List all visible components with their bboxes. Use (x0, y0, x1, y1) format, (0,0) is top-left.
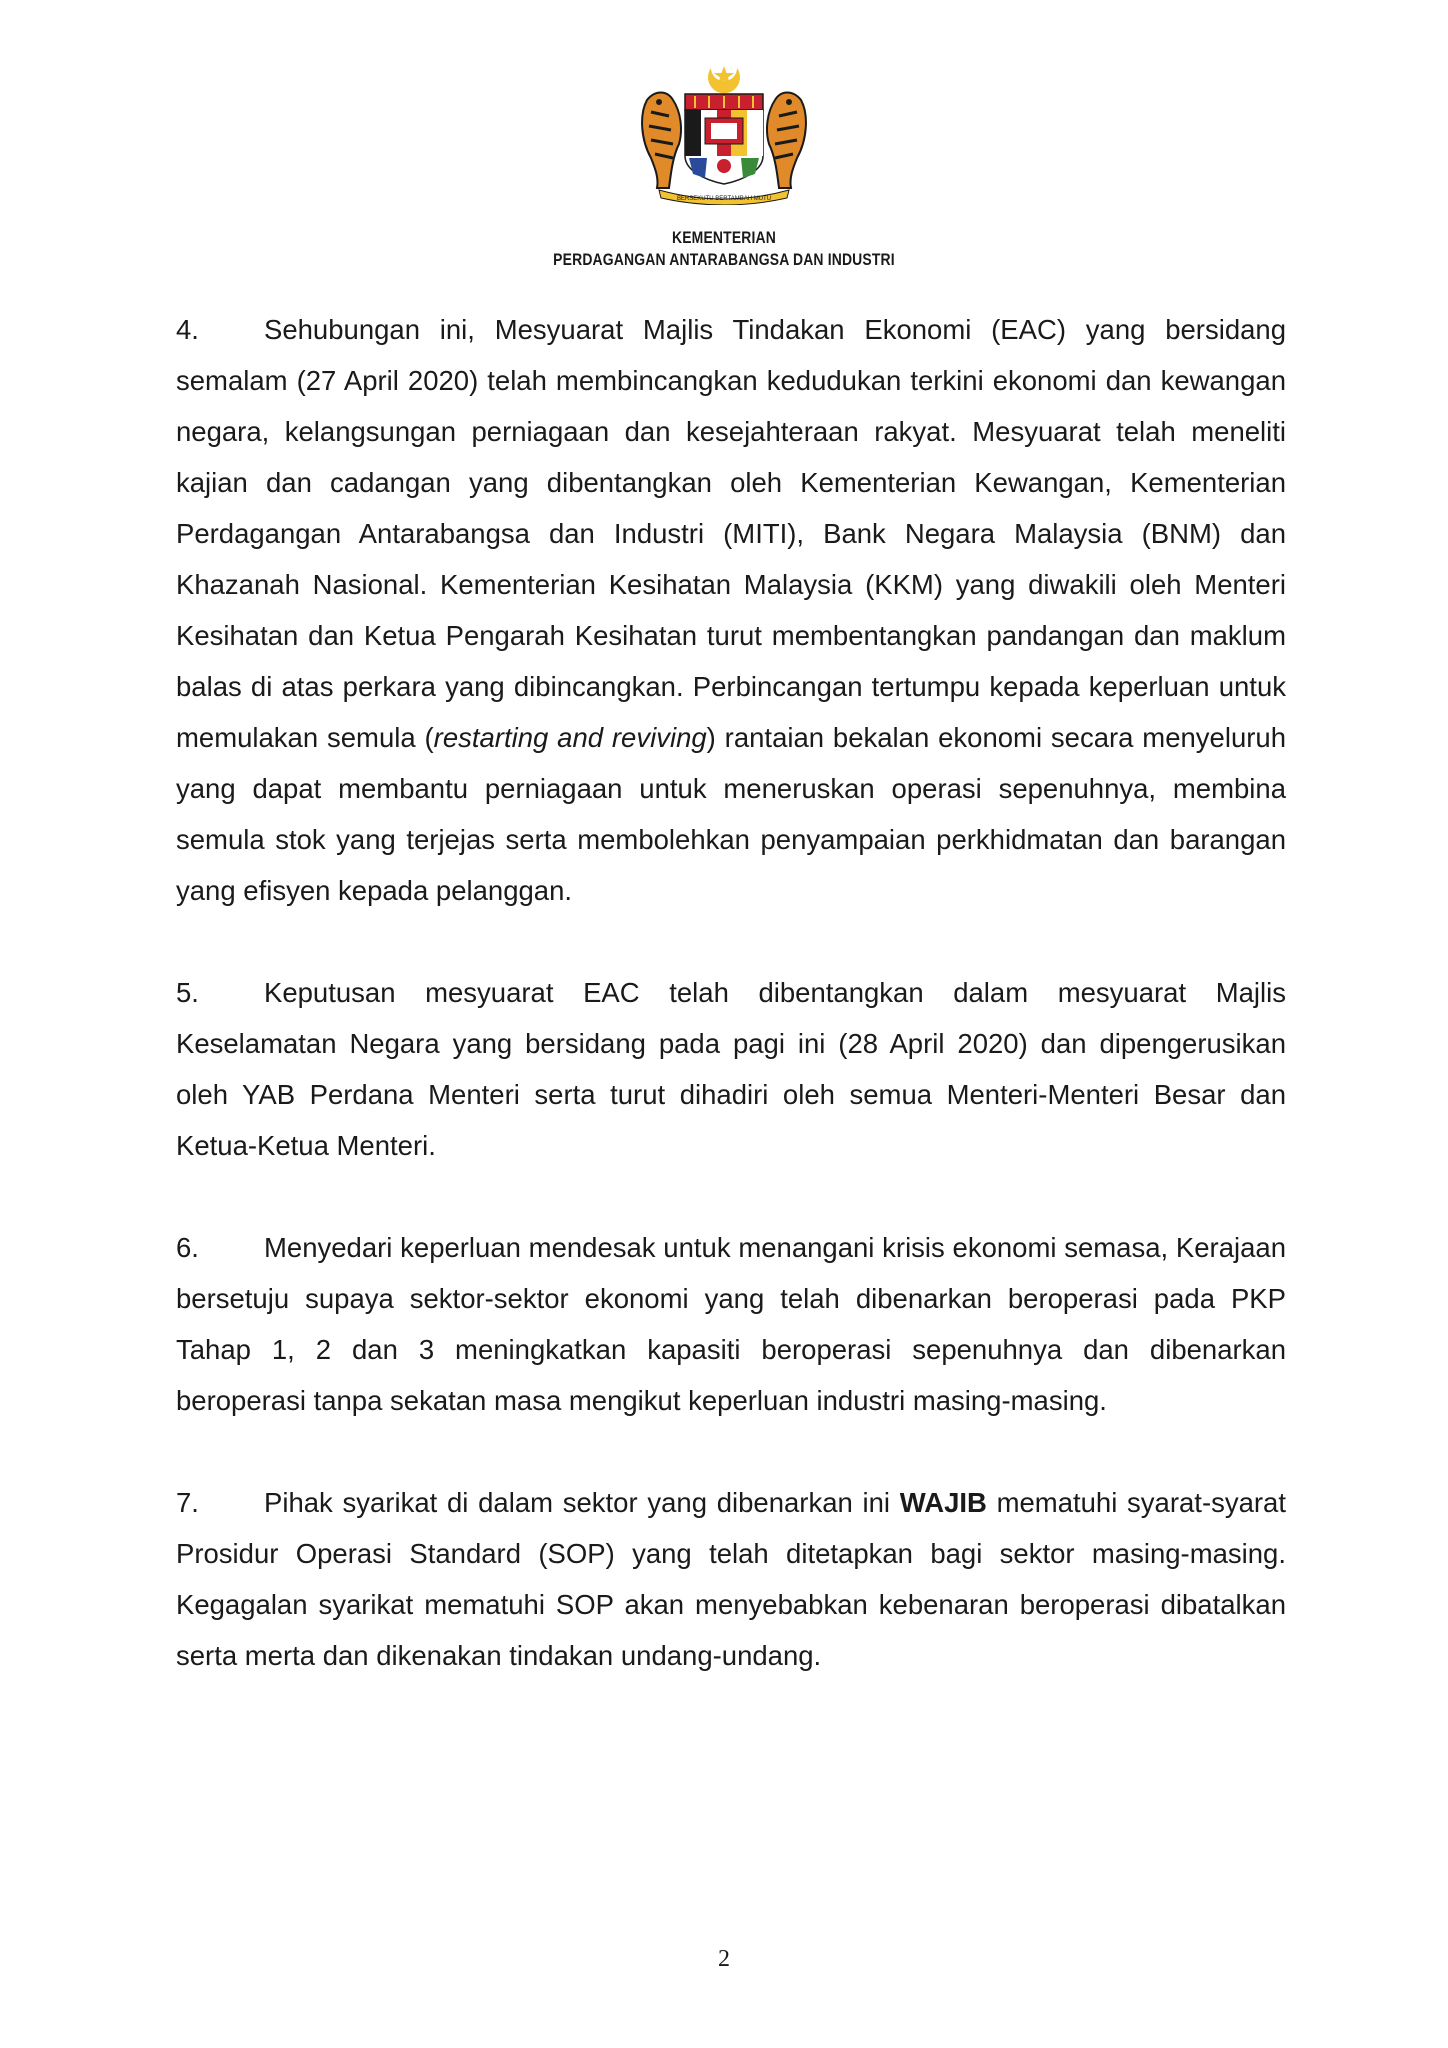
ministry-line-1: KEMENTERIAN (671, 228, 777, 247)
paragraph-5 (176, 967, 1286, 1171)
document-body (176, 304, 1286, 1732)
paragraph-number: 4. (176, 314, 199, 345)
paragraph-text: Pihak syarikat di dalam sektor yang dibenarkan ini (264, 1487, 900, 1518)
letterhead (0, 60, 1448, 271)
paragraph-7 (176, 1477, 1286, 1681)
paragraph-text: Menyedari keperluan mendesak untuk menangani krisis ekonomi semasa, Kerajaan bersetuju supaya sektor-sektor ekonomi yang telah dibenarkan beroperasi pada PKP Tahap 1, 2 dan 3 meningkatkan kapasiti beroperasi sepenuhnya dan dibenarkan beroperasi tanpa sekatan masa mengikut keperluan industri masing-masing. (176, 1232, 1286, 1416)
ministry-line-2: PERDAGANGAN ANTARABANGSA DAN INDUSTRI (553, 250, 895, 269)
coat-of-arms-logo (629, 60, 819, 205)
page-number: 2 (718, 1946, 730, 1972)
crest-motto-text: BERSEKUTU BERTAMBAH MUTU (676, 196, 772, 202)
paragraph-number: 6. (176, 1232, 199, 1263)
paragraph-bold-text: WAJIB (899, 1487, 987, 1518)
paragraph-text: Keputusan mesyuarat EAC telah dibentangkan dalam mesyuarat Majlis Keselamatan Negara yang bersidang pada pagi ini (28 April 2020) dan dipengerusikan oleh YAB Perdana Menteri serta turut dihadiri oleh semua Menteri-Menteri Besar dan Ketua-Ketua Menteri. (176, 977, 1286, 1161)
paragraph-number: 7. (176, 1487, 199, 1518)
ministry-name (130, 227, 1317, 271)
paragraph-number: 5. (176, 977, 199, 1008)
paragraph-italic-text: restarting and reviving (433, 722, 707, 753)
paragraph-text: mematuhi syarat-syarat Prosidur Operasi Standard (SOP) yang telah ditetapkan bagi sektor masing-masing. Kegagalan syarikat mematuhi SOP akan menyebabkan kebenaran beroperasi dibatalkan serta merta dan dikenakan tindakan undang-undang. (176, 1487, 1286, 1671)
paragraph-4 (176, 304, 1286, 916)
paragraph-text: Sehubungan ini, Mesyuarat Majlis Tindakan Ekonomi (EAC) yang bersidang semalam (27 April 2020) telah membincangkan kedudukan terkini ekonomi dan kewangan negara, kelangsungan perniagaan dan kesejahteraan rakyat. Mesyuarat telah meneliti kajian dan cadangan yang dibentangkan oleh Kementerian Kewangan, Kementerian Perdagangan Antarabangsa dan Industri (MITI), Bank Negara Malaysia (BNM) dan Khazanah Nasional. Kementerian Kesihatan Malaysia (KKM) yang diwakili oleh Menteri Kesihatan dan Ketua Pengarah Kesihatan turut membentangkan pandangan dan maklum balas di atas perkara yang dibincangkan. Perbincangan tertumpu kepada keperluan untuk memulakan semula ( (176, 314, 1286, 753)
paragraph-6 (176, 1222, 1286, 1426)
paragraph-text: ) rantaian bekalan ekonomi secara menyeluruh yang dapat membantu perniagaan untuk meneruskan operasi sepenuhnya, membina semula stok yang terjejas serta membolehkan penyampaian perkhidmatan dan barangan yang efisyen kepada pelanggan. (176, 722, 1287, 906)
